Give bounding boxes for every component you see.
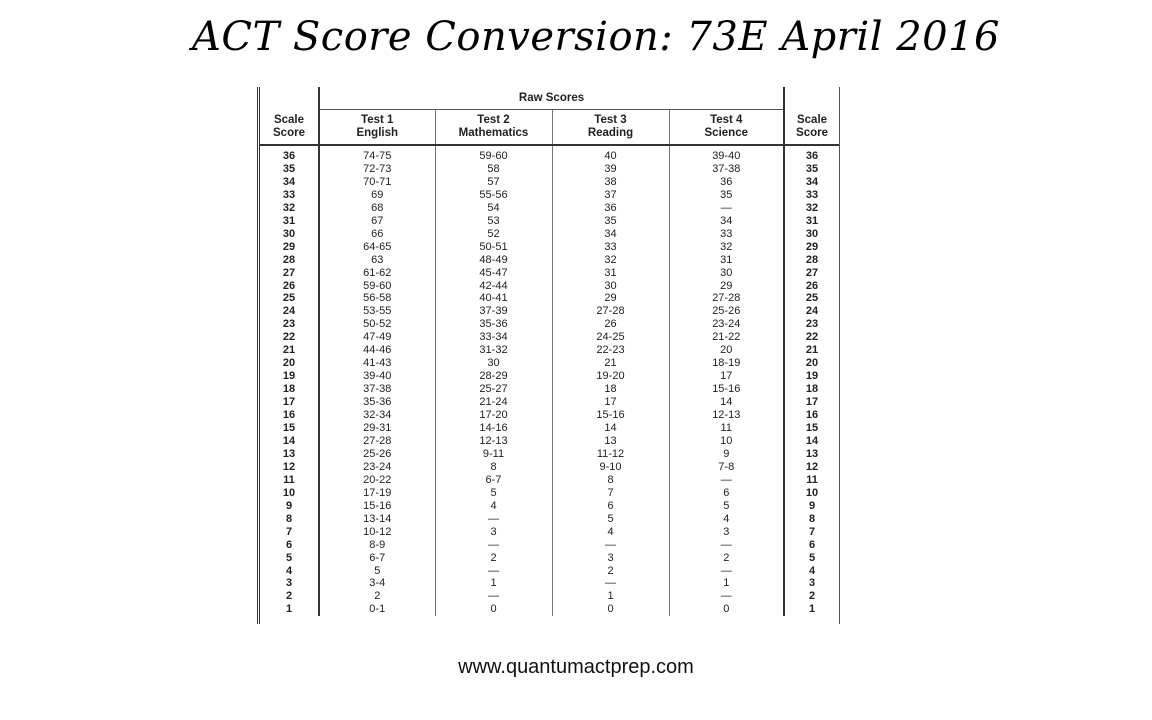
mathematics-raw: — bbox=[435, 590, 552, 603]
science-raw: 32 bbox=[720, 240, 733, 253]
science-raw: 4 bbox=[723, 512, 730, 525]
scale-score-header-right: Scale Score bbox=[784, 110, 839, 146]
reading-raw: 0 bbox=[552, 603, 669, 616]
reading-raw: 32 bbox=[552, 254, 669, 267]
table-row bbox=[260, 500, 839, 513]
reading-raw: 40 bbox=[552, 145, 669, 163]
english-raw: 13-14 bbox=[319, 513, 435, 526]
science-raw: — bbox=[720, 538, 732, 551]
english-raw: 67 bbox=[319, 215, 435, 228]
mathematics-raw: 50-51 bbox=[435, 241, 552, 254]
scale-score-right: 9 bbox=[784, 500, 839, 513]
scale-score-left: 26 bbox=[260, 280, 319, 293]
scale-score-left: 12 bbox=[260, 461, 319, 474]
science-raw: 29 bbox=[720, 279, 733, 292]
science-raw: 20 bbox=[720, 344, 733, 357]
table-row bbox=[260, 202, 839, 215]
reading-raw: 8 bbox=[552, 474, 669, 487]
scale-score-left: 33 bbox=[260, 189, 319, 202]
science-raw: 21-22 bbox=[712, 331, 741, 344]
english-raw: 29-31 bbox=[319, 422, 435, 435]
table-row bbox=[260, 189, 839, 202]
english-raw: 69 bbox=[319, 189, 435, 202]
scale-score-right: 35 bbox=[784, 163, 839, 176]
science-raw: 10 bbox=[720, 434, 733, 447]
english-raw: 53-55 bbox=[319, 305, 435, 318]
mathematics-raw: 54 bbox=[435, 202, 552, 215]
header-spacer-left bbox=[260, 87, 319, 110]
scale-score-left: 21 bbox=[260, 344, 319, 357]
reading-header: Test 3 Reading bbox=[552, 110, 669, 146]
science-raw: — bbox=[720, 564, 732, 577]
mathematics-raw: 2 bbox=[435, 552, 552, 565]
table-row bbox=[260, 163, 839, 176]
mathematics-raw: 40-41 bbox=[435, 292, 552, 305]
website-url: www.quantumactprep.com bbox=[458, 656, 694, 678]
table-row bbox=[260, 176, 839, 189]
reading-raw: 30 bbox=[552, 280, 669, 293]
mathematics-raw: 30 bbox=[435, 357, 552, 370]
mathematics-raw: 31-32 bbox=[435, 344, 552, 357]
english-raw: 23-24 bbox=[319, 461, 435, 474]
scale-score-left: 30 bbox=[260, 228, 319, 241]
table-row bbox=[260, 383, 839, 396]
reading-raw: 9-10 bbox=[552, 461, 669, 474]
english-raw: 35-36 bbox=[319, 396, 435, 409]
scale-score-left: 19 bbox=[260, 370, 319, 383]
english-raw: 27-28 bbox=[319, 435, 435, 448]
english-raw: 41-43 bbox=[319, 357, 435, 370]
english-raw: 3-4 bbox=[319, 577, 435, 590]
scale-score-left: 28 bbox=[260, 254, 319, 267]
science-raw: 30 bbox=[720, 266, 733, 279]
raw-scores-header: Raw Scores bbox=[319, 87, 784, 110]
science-raw: — bbox=[720, 473, 732, 486]
mathematics-raw: 33-34 bbox=[435, 331, 552, 344]
science-raw: 31 bbox=[720, 253, 733, 266]
reading-raw: 29 bbox=[552, 292, 669, 305]
mathematics-raw: 21-24 bbox=[435, 396, 552, 409]
reading-raw: 5 bbox=[552, 513, 669, 526]
table-row bbox=[260, 267, 839, 280]
reading-raw: 13 bbox=[552, 435, 669, 448]
table-row bbox=[260, 577, 839, 590]
reading-raw: 4 bbox=[552, 526, 669, 539]
table-row bbox=[260, 280, 839, 293]
scale-score-right: 16 bbox=[784, 409, 839, 422]
mathematics-raw: 35-36 bbox=[435, 318, 552, 331]
english-raw: 47-49 bbox=[319, 331, 435, 344]
scale-score-right: 2 bbox=[784, 590, 839, 603]
mathematics-header: Test 2 Mathematics bbox=[435, 110, 552, 146]
scale-score-right: 12 bbox=[784, 461, 839, 474]
table-row bbox=[260, 292, 839, 305]
scale-score-left: 13 bbox=[260, 448, 319, 461]
science-raw: 27-28 bbox=[712, 292, 741, 305]
mathematics-raw: 28-29 bbox=[435, 370, 552, 383]
scale-score-left: 25 bbox=[260, 292, 319, 305]
english-raw: 5 bbox=[319, 565, 435, 578]
science-raw: 2 bbox=[723, 551, 730, 564]
english-raw: 61-62 bbox=[319, 267, 435, 280]
reading-raw: 14 bbox=[552, 422, 669, 435]
scale-score-right: 5 bbox=[784, 552, 839, 565]
reading-raw: 24-25 bbox=[552, 331, 669, 344]
scale-score-right: 13 bbox=[784, 448, 839, 461]
mathematics-raw: 25-27 bbox=[435, 383, 552, 396]
english-header: Test 1 English bbox=[319, 110, 435, 146]
reading-raw: 6 bbox=[552, 500, 669, 513]
science-raw: 9 bbox=[723, 447, 730, 460]
reading-raw: 34 bbox=[552, 228, 669, 241]
scale-score-left: 6 bbox=[260, 539, 319, 552]
mathematics-raw: 6-7 bbox=[435, 474, 552, 487]
mathematics-raw: 52 bbox=[435, 228, 552, 241]
table-row bbox=[260, 318, 839, 331]
english-raw: 59-60 bbox=[319, 280, 435, 293]
reading-raw: 37 bbox=[552, 189, 669, 202]
score-rows bbox=[260, 145, 839, 616]
reading-raw: 18 bbox=[552, 383, 669, 396]
scale-score-right: 24 bbox=[784, 305, 839, 318]
science-raw: 6 bbox=[723, 486, 730, 499]
mathematics-raw: 9-11 bbox=[435, 448, 552, 461]
scale-score-left: 5 bbox=[260, 552, 319, 565]
scale-score-left: 8 bbox=[260, 513, 319, 526]
scale-score-right: 6 bbox=[784, 539, 839, 552]
mathematics-raw: — bbox=[435, 565, 552, 578]
reading-raw: 2 bbox=[552, 565, 669, 578]
reading-raw: 15-16 bbox=[552, 409, 669, 422]
scale-score-left: 1 bbox=[260, 603, 319, 616]
mathematics-raw: 53 bbox=[435, 215, 552, 228]
scale-score-right: 29 bbox=[784, 241, 839, 254]
scale-score-right: 20 bbox=[784, 357, 839, 370]
scale-score-right: 30 bbox=[784, 228, 839, 241]
scale-score-left: 32 bbox=[260, 202, 319, 215]
score-conversion-table bbox=[260, 87, 839, 616]
table-row bbox=[260, 422, 839, 435]
table-row bbox=[260, 409, 839, 422]
scale-score-left: 16 bbox=[260, 409, 319, 422]
reading-raw: 7 bbox=[552, 487, 669, 500]
scale-score-right: 36 bbox=[784, 145, 839, 163]
english-raw: 56-58 bbox=[319, 292, 435, 305]
science-raw: 37-38 bbox=[712, 162, 741, 175]
scale-score-left: 27 bbox=[260, 267, 319, 280]
scale-score-right: 32 bbox=[784, 202, 839, 215]
table-row bbox=[260, 539, 839, 552]
reading-raw: — bbox=[552, 539, 669, 552]
science-raw: 12-13 bbox=[712, 409, 741, 422]
reading-raw: 22-23 bbox=[552, 344, 669, 357]
english-raw: 0-1 bbox=[319, 603, 435, 616]
mathematics-raw: 48-49 bbox=[435, 254, 552, 267]
table-row bbox=[260, 448, 839, 461]
english-raw: 37-38 bbox=[319, 383, 435, 396]
scale-score-header-left: Scale Score bbox=[260, 110, 319, 146]
scale-score-left: 3 bbox=[260, 577, 319, 590]
mathematics-raw: 55-56 bbox=[435, 189, 552, 202]
scale-score-left: 29 bbox=[260, 241, 319, 254]
science-raw: 34 bbox=[720, 214, 733, 227]
table-row bbox=[260, 305, 839, 318]
english-raw: 25-26 bbox=[319, 448, 435, 461]
scale-score-right: 17 bbox=[784, 396, 839, 409]
page-title: ACT Score Conversion: 73E April 2016 bbox=[192, 14, 1000, 60]
table-row bbox=[260, 435, 839, 448]
scale-score-right: 27 bbox=[784, 267, 839, 280]
table-row bbox=[260, 513, 839, 526]
table-row bbox=[260, 145, 839, 163]
mathematics-raw: 12-13 bbox=[435, 435, 552, 448]
table-row bbox=[260, 396, 839, 409]
scale-score-left: 11 bbox=[260, 474, 319, 487]
table-row bbox=[260, 254, 839, 267]
scale-score-left: 2 bbox=[260, 590, 319, 603]
scale-score-left: 14 bbox=[260, 435, 319, 448]
science-raw: 39-40 bbox=[712, 150, 741, 162]
english-raw: 66 bbox=[319, 228, 435, 241]
scale-score-right: 34 bbox=[784, 176, 839, 189]
scale-score-right: 7 bbox=[784, 526, 839, 539]
table-row bbox=[260, 487, 839, 500]
science-raw: 23-24 bbox=[712, 318, 741, 331]
scale-score-right: 33 bbox=[784, 189, 839, 202]
reading-raw: 19-20 bbox=[552, 370, 669, 383]
english-raw: 39-40 bbox=[319, 370, 435, 383]
scale-score-left: 23 bbox=[260, 318, 319, 331]
mathematics-raw: — bbox=[435, 539, 552, 552]
science-raw: 11 bbox=[720, 422, 732, 435]
english-raw: 64-65 bbox=[319, 241, 435, 254]
mathematics-raw: 37-39 bbox=[435, 305, 552, 318]
scale-score-left: 34 bbox=[260, 176, 319, 189]
mathematics-raw: 59-60 bbox=[435, 145, 552, 163]
english-raw: 8-9 bbox=[319, 539, 435, 552]
table-row bbox=[260, 331, 839, 344]
scale-score-right: 14 bbox=[784, 435, 839, 448]
reading-raw: — bbox=[552, 577, 669, 590]
reading-raw: 1 bbox=[552, 590, 669, 603]
scale-score-left: 7 bbox=[260, 526, 319, 539]
reading-raw: 17 bbox=[552, 396, 669, 409]
scale-score-right: 19 bbox=[784, 370, 839, 383]
table-row bbox=[260, 526, 839, 539]
english-raw: 20-22 bbox=[319, 474, 435, 487]
scale-score-right: 25 bbox=[784, 292, 839, 305]
table-row bbox=[260, 461, 839, 474]
english-raw: 44-46 bbox=[319, 344, 435, 357]
scale-score-right: 23 bbox=[784, 318, 839, 331]
english-raw: 32-34 bbox=[319, 409, 435, 422]
scale-score-left: 24 bbox=[260, 305, 319, 318]
table-row bbox=[260, 590, 839, 603]
mathematics-raw: 1 bbox=[435, 577, 552, 590]
mathematics-raw: 57 bbox=[435, 176, 552, 189]
mathematics-raw: 58 bbox=[435, 163, 552, 176]
science-raw: 3 bbox=[723, 525, 730, 538]
science-raw: 14 bbox=[720, 396, 733, 409]
scale-score-left: 36 bbox=[260, 145, 319, 163]
table-row bbox=[260, 552, 839, 565]
english-raw: 74-75 bbox=[319, 145, 435, 163]
scale-score-right: 18 bbox=[784, 383, 839, 396]
scale-score-left: 4 bbox=[260, 565, 319, 578]
mathematics-raw: 42-44 bbox=[435, 280, 552, 293]
reading-raw: 31 bbox=[552, 267, 669, 280]
table-row bbox=[260, 228, 839, 241]
english-raw: 17-19 bbox=[319, 487, 435, 500]
science-raw: 1 bbox=[723, 577, 730, 590]
header-spacer-right bbox=[784, 87, 839, 110]
scale-score-right: 3 bbox=[784, 577, 839, 590]
mathematics-raw: 45-47 bbox=[435, 267, 552, 280]
reading-raw: 11-12 bbox=[552, 448, 669, 461]
scale-score-right: 4 bbox=[784, 565, 839, 578]
scale-score-right: 1 bbox=[784, 603, 839, 616]
science-raw: 7-8 bbox=[718, 460, 735, 473]
mathematics-raw: 8 bbox=[435, 461, 552, 474]
reading-raw: 39 bbox=[552, 163, 669, 176]
science-raw: 35 bbox=[720, 188, 733, 201]
table-row bbox=[260, 474, 839, 487]
mathematics-raw: 14-16 bbox=[435, 422, 552, 435]
scale-score-right: 8 bbox=[784, 513, 839, 526]
reading-raw: 38 bbox=[552, 176, 669, 189]
scale-score-right: 15 bbox=[784, 422, 839, 435]
science-raw: — bbox=[720, 201, 732, 214]
reading-raw: 3 bbox=[552, 552, 669, 565]
scale-score-left: 10 bbox=[260, 487, 319, 500]
table-row bbox=[260, 370, 839, 383]
scale-score-left: 35 bbox=[260, 163, 319, 176]
scale-score-right: 11 bbox=[784, 474, 839, 487]
english-raw: 10-12 bbox=[319, 526, 435, 539]
scale-score-right: 22 bbox=[784, 331, 839, 344]
mathematics-raw: 3 bbox=[435, 526, 552, 539]
english-raw: 63 bbox=[319, 254, 435, 267]
reading-raw: 27-28 bbox=[552, 305, 669, 318]
english-raw: 68 bbox=[319, 202, 435, 215]
scale-score-right: 10 bbox=[784, 487, 839, 500]
scale-score-right: 28 bbox=[784, 254, 839, 267]
science-raw: 36 bbox=[720, 175, 733, 188]
scale-score-left: 20 bbox=[260, 357, 319, 370]
scale-score-left: 15 bbox=[260, 422, 319, 435]
mathematics-raw: 4 bbox=[435, 500, 552, 513]
scale-score-left: 22 bbox=[260, 331, 319, 344]
mathematics-raw: 17-20 bbox=[435, 409, 552, 422]
table-row bbox=[260, 344, 839, 357]
reading-raw: 33 bbox=[552, 241, 669, 254]
scale-score-left: 17 bbox=[260, 396, 319, 409]
science-raw: 18-19 bbox=[712, 357, 741, 370]
table-row bbox=[260, 603, 839, 616]
mathematics-raw: — bbox=[435, 513, 552, 526]
scale-score-right: 26 bbox=[784, 280, 839, 293]
science-raw: 15-16 bbox=[712, 383, 741, 396]
scale-score-right: 31 bbox=[784, 215, 839, 228]
science-raw: — bbox=[720, 590, 732, 603]
table-row bbox=[260, 357, 839, 370]
reading-raw: 26 bbox=[552, 318, 669, 331]
english-raw: 15-16 bbox=[319, 500, 435, 513]
table-row bbox=[260, 565, 839, 578]
science-header: Test 4 Science bbox=[669, 110, 784, 146]
science-raw: 5 bbox=[723, 499, 730, 512]
reading-raw: 35 bbox=[552, 215, 669, 228]
mathematics-raw: 0 bbox=[435, 603, 552, 616]
scale-score-left: 18 bbox=[260, 383, 319, 396]
reading-raw: 36 bbox=[552, 202, 669, 215]
mathematics-raw: 5 bbox=[435, 487, 552, 500]
science-raw: 33 bbox=[720, 227, 733, 240]
science-raw: 25-26 bbox=[712, 305, 741, 318]
table-row bbox=[260, 241, 839, 254]
english-raw: 70-71 bbox=[319, 176, 435, 189]
scale-score-left: 31 bbox=[260, 215, 319, 228]
english-raw: 50-52 bbox=[319, 318, 435, 331]
reading-raw: 21 bbox=[552, 357, 669, 370]
english-raw: 2 bbox=[319, 590, 435, 603]
score-conversion-table-frame bbox=[257, 87, 840, 624]
english-raw: 6-7 bbox=[319, 552, 435, 565]
english-raw: 72-73 bbox=[319, 163, 435, 176]
table-row bbox=[260, 215, 839, 228]
science-raw: 17 bbox=[720, 370, 733, 383]
science-raw: 0 bbox=[723, 603, 730, 616]
scale-score-left: 9 bbox=[260, 500, 319, 513]
scale-score-right: 21 bbox=[784, 344, 839, 357]
